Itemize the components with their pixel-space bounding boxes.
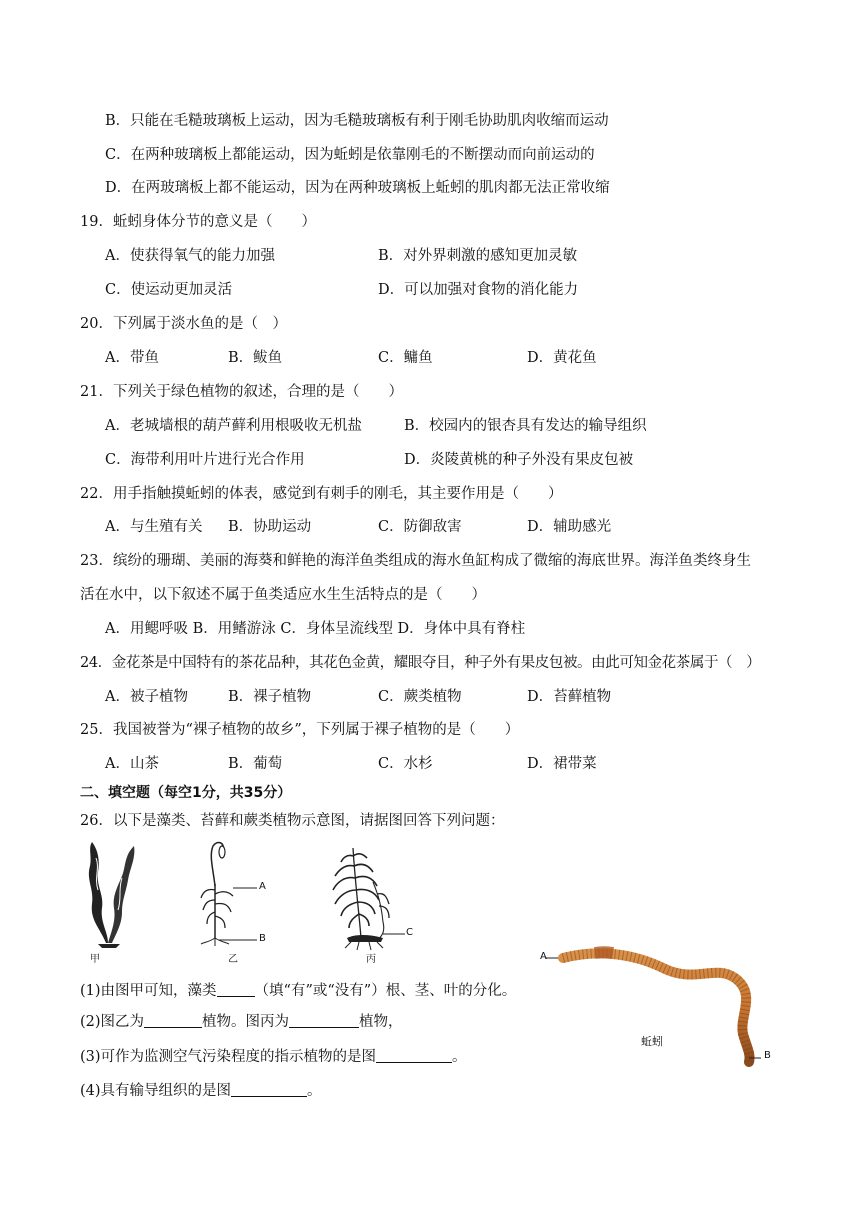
q25-option-b: B．葡萄 (228, 756, 283, 772)
algae-figure (78, 838, 140, 950)
q26-part-3-text-a: (3)可作为监测空气污染程度的指示植物的是图 (80, 1049, 377, 1065)
fern-figure (325, 842, 415, 952)
fig-label-C-fern: C (406, 927, 413, 938)
q24-option-c: C．蕨类植物 (378, 689, 462, 705)
q23-stem-line1: 23．缤纷的珊瑚、美丽的海葵和鲜艳的海洋鱼类组成的海水鱼缸构成了微缩的海底世界。海洋鱼类终身生 (80, 553, 751, 569)
q26-blank-2a[interactable] (144, 1012, 202, 1028)
earthworm-label-B: B (764, 1050, 771, 1061)
q26-part-3 (80, 1047, 467, 1067)
q18-option-d: D．在两玻璃板上都不能运动，因为在两种玻璃板上蚯蚓的肌肉都无法正常收缩 (105, 180, 610, 196)
q21-option-a: A．老城墙根的葫芦藓利用根吸收无机盐 (105, 418, 362, 434)
q22-option-a: A．与生殖有关 (105, 519, 203, 535)
earthworm-figure (535, 938, 785, 1073)
q19-option-b: B．对外界刺激的感知更加灵敏 (378, 248, 578, 264)
fig-label-yi: 乙 (228, 954, 238, 965)
section-heading-fill-in: 二、填空题（每空1分，共35分） (80, 785, 292, 801)
q26-part-4-text-a: (4)具有输导组织的是图 (80, 1083, 232, 1099)
q20-option-a: A．带鱼 (105, 350, 159, 366)
fig-label-A-moss: A (259, 881, 266, 892)
q18-option-c: C．在两种玻璃板上都能运动，因为蚯蚓是依靠刚毛的不断摆动而向前运动的 (105, 147, 595, 163)
q21-option-b: B．校园内的银杏具有发达的输导组织 (404, 418, 647, 434)
q20-stem: 20．下列属于淡水鱼的是（ ） (80, 316, 287, 332)
q26-blank-2b[interactable] (289, 1012, 359, 1028)
q21-option-d: D．炎陵黄桃的种子外没有果皮包被 (404, 452, 634, 468)
q19-option-d: D．可以加强对食物的消化能力 (378, 282, 579, 298)
q24-option-b: B．裸子植物 (228, 689, 312, 705)
q20-option-c: C．鳙鱼 (378, 350, 433, 366)
earthworm-label-A: A (540, 951, 547, 962)
q18-option-b: B．只能在毛糙玻璃板上运动，因为毛糙玻璃板有利于刚毛协助肌肉收缩而运动 (105, 113, 609, 129)
q20-option-d: D．黄花鱼 (527, 350, 597, 366)
earthworm-caption: 蚯蚓 (641, 1035, 663, 1048)
q21-stem: 21．下列关于绿色植物的叙述，合理的是（ ） (80, 384, 403, 400)
q25-stem: 25．我国被誉为“裸子植物的故乡”，下列属于裸子植物的是（ ） (80, 722, 520, 738)
q22-option-b: B．协助运动 (228, 519, 312, 535)
q25-option-d: D．裙带菜 (527, 756, 597, 772)
q24-option-a: A．被子植物 (105, 689, 188, 705)
q26-part-3-text-b: 。 (452, 1049, 467, 1065)
q21-option-c: C．海带利用叶片进行光合作用 (105, 452, 305, 468)
q26-part-1-text-a: (1)由图甲可知，藻类 (80, 983, 217, 999)
q19-option-a: A．使获得氧气的能力加强 (105, 248, 275, 264)
q26-part-2-text-b: 植物。图丙为 (202, 1014, 290, 1030)
q19-stem: 19．蚯蚓身体分节的意义是（ ） (80, 214, 316, 230)
q26-part-2 (80, 1012, 403, 1032)
q26-part-4 (80, 1081, 322, 1101)
q26-part-4-text-b: 。 (307, 1083, 322, 1099)
fig-label-bing: 丙 (366, 954, 376, 965)
fig-label-jia: 甲 (90, 954, 100, 965)
fig-label-B-moss: B (259, 933, 266, 944)
q24-option-d: D．苔藓植物 (527, 689, 612, 705)
q22-option-c: C．防御敌害 (378, 519, 462, 535)
q25-option-c: C．水杉 (378, 756, 433, 772)
q26-part-2-text-a: (2)图乙为 (80, 1014, 145, 1030)
q26-part-1-text-b: （填“有”或“没有”）根、茎、叶的分化。 (254, 983, 517, 999)
q19-option-c: C．使运动更加灵活 (105, 282, 233, 298)
q26-blank-4[interactable] (231, 1081, 307, 1097)
q26-blank-3[interactable] (376, 1047, 452, 1063)
q26-stem: 26．以下是藻类、苔藓和蕨类植物示意图，请据图回答下列问题： (80, 813, 505, 829)
q22-option-d: D．辅助感光 (527, 519, 612, 535)
q25-option-a: A．山茶 (105, 756, 159, 772)
q23-options: A．用鳃呼吸 B．用鳍游泳 C．身体呈流线型 D．身体中具有脊柱 (105, 621, 526, 637)
q26-part-1 (80, 981, 516, 1001)
q26-blank-1[interactable] (217, 981, 255, 997)
q23-stem-line2: 活在水中，以下叙述不属于鱼类适应水生生活特点的是（ ） (80, 587, 486, 603)
q24-stem: 24．金花茶是中国特有的茶花品种，其花色金黄，耀眼夺目，种子外有果皮包被。由此可知金花茶属于（ ） (80, 655, 761, 671)
q20-option-b: B．鲅鱼 (228, 350, 283, 366)
q26-part-2-text-c: 植物， (359, 1014, 403, 1030)
q22-stem: 22．用手指触摸蚯蚓的体表，感觉到有刺手的刚毛，其主要作用是（ ） (80, 486, 563, 502)
